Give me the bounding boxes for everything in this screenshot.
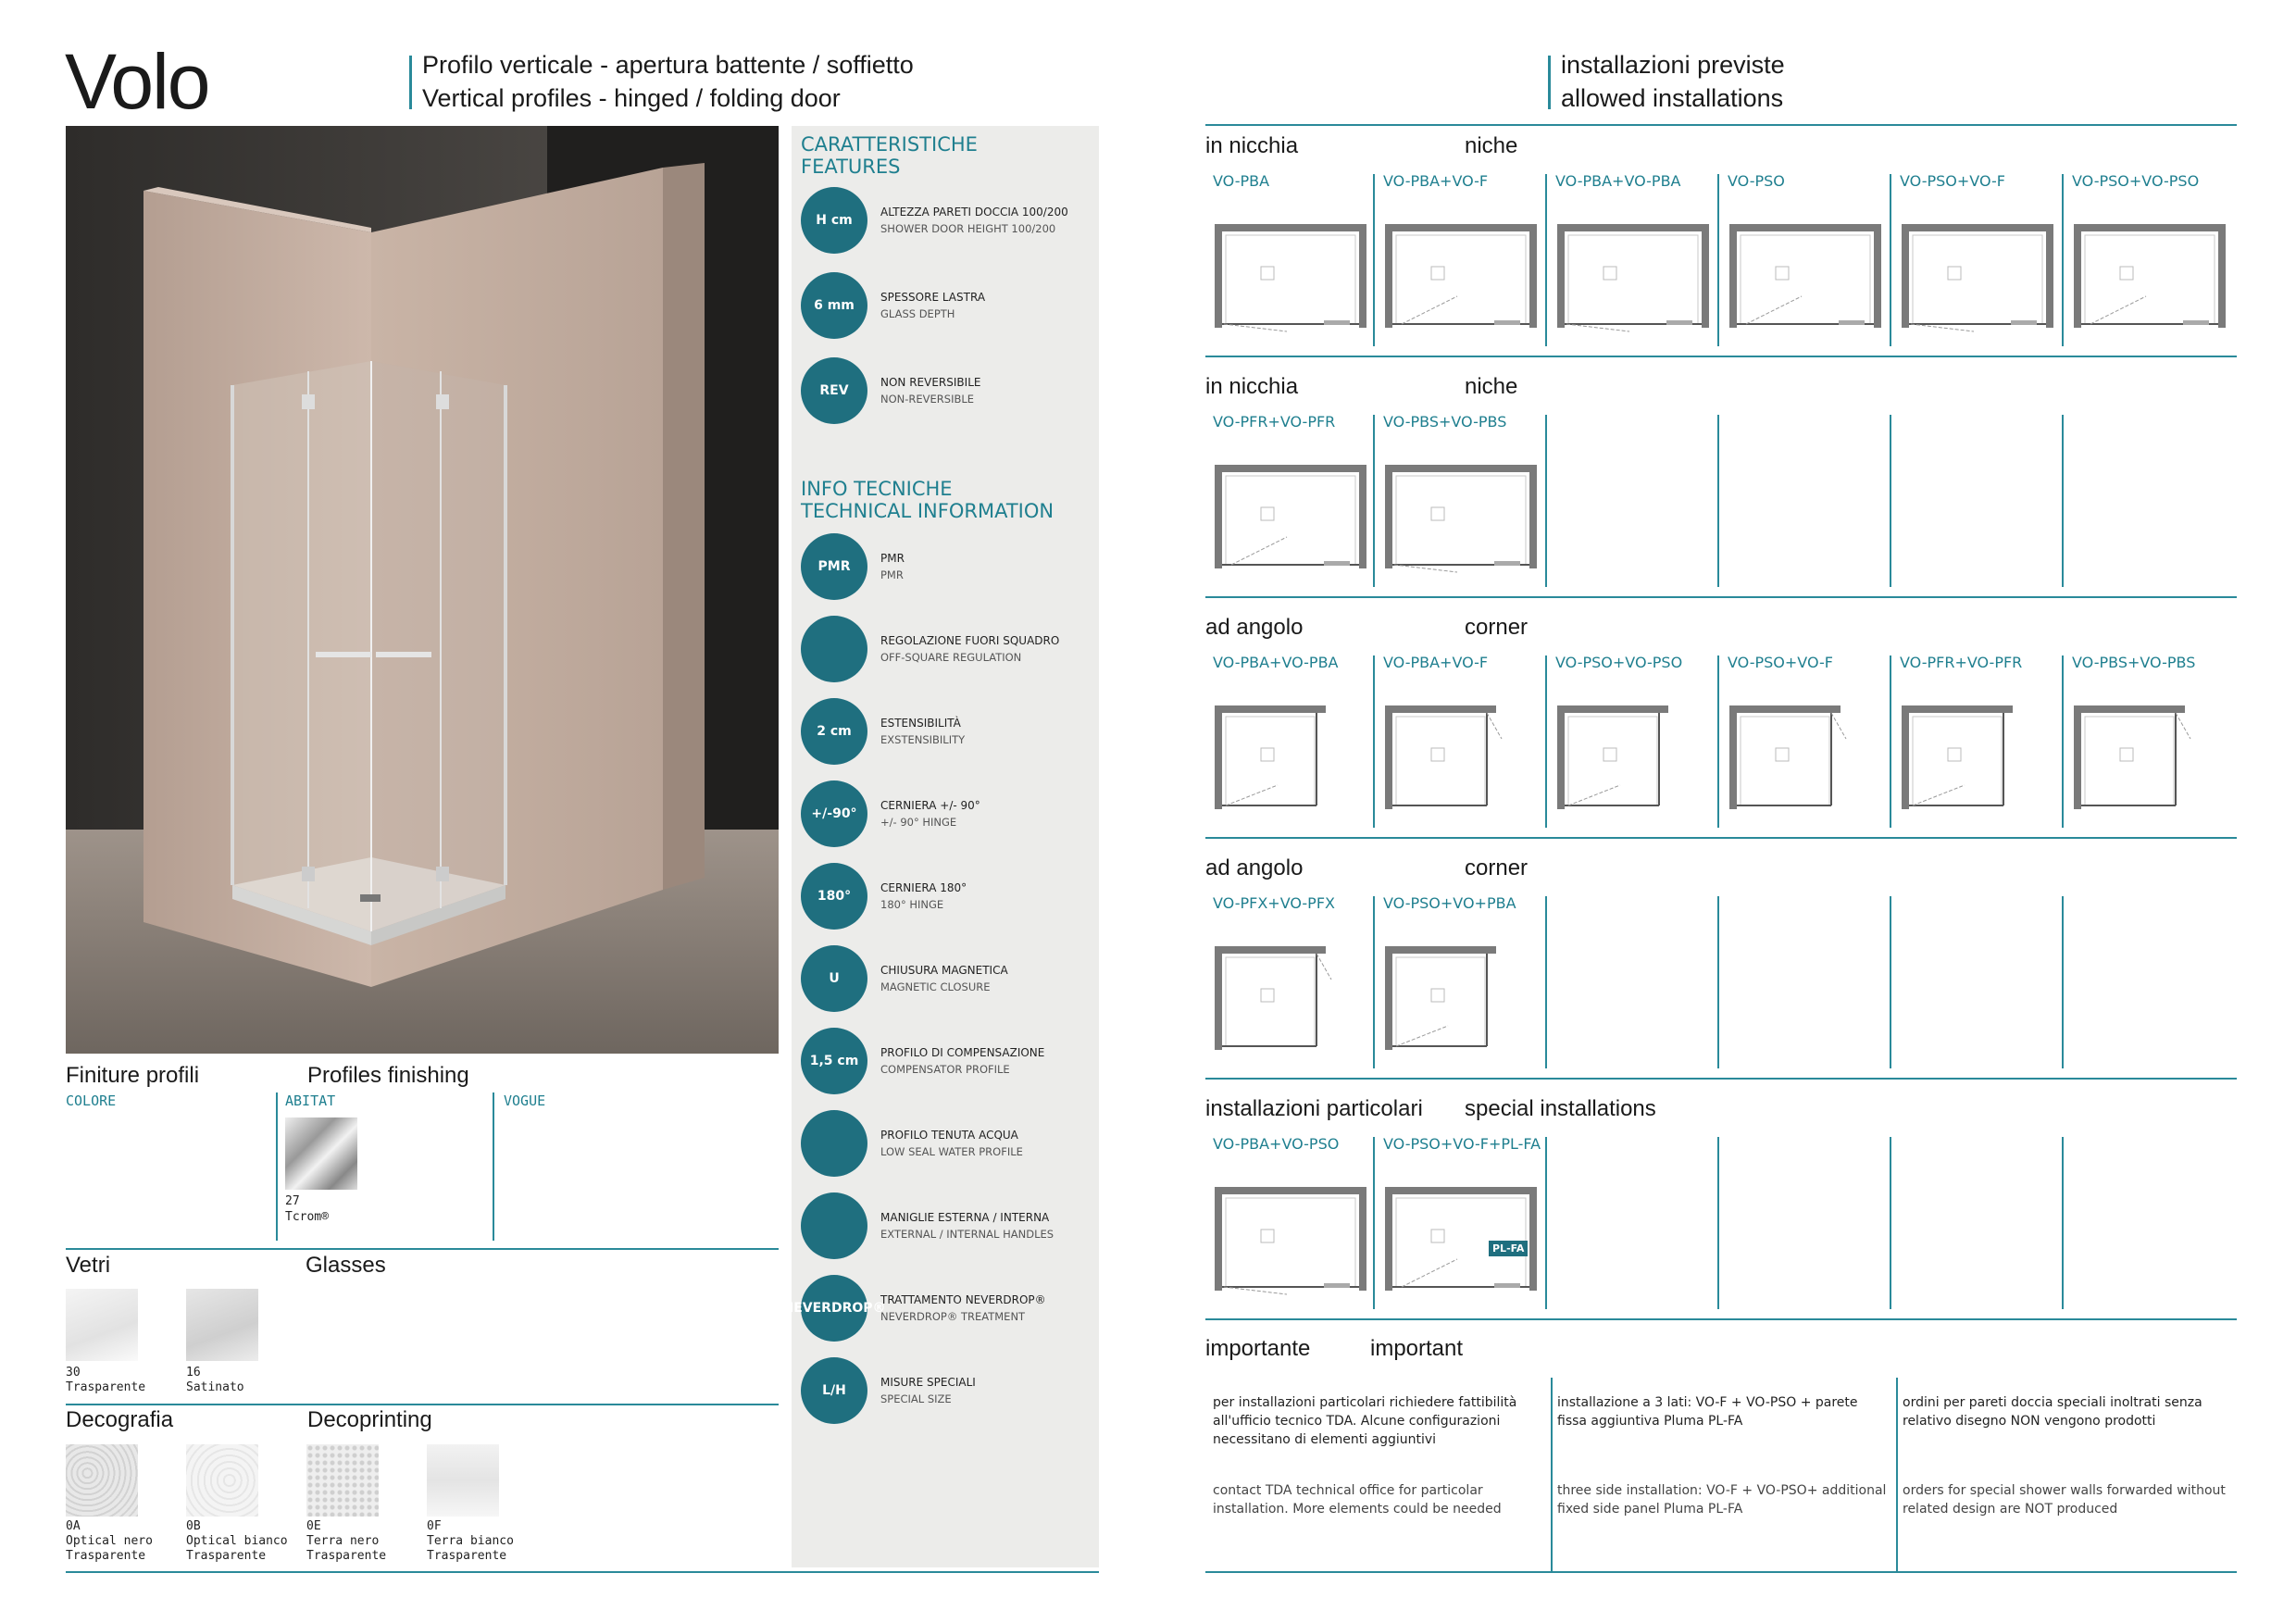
items-label-en: NON-REVERSIBLE <box>880 393 975 406</box>
info-title-it: INFO TECNICHE <box>801 478 953 500</box>
items-item <box>801 187 1097 261</box>
divider <box>1373 415 1375 587</box>
tech-icon <box>801 1110 867 1177</box>
divider <box>1545 174 1547 346</box>
tech-label-it: TRATTAMENTO NEVERDROP® <box>880 1293 1046 1306</box>
tech-item <box>801 1357 1097 1431</box>
features-title-it: CARATTERISTICHE <box>801 133 978 156</box>
install-title-it: installazioni previste <box>1561 51 1785 79</box>
deco-line2: Trasparente <box>66 1549 146 1563</box>
items-label-en: SHOWER DOOR HEIGHT 100/200 <box>880 222 1056 235</box>
tcrom-swatch[interactable] <box>285 1117 357 1190</box>
install-label: VO-PBS+VO-PBS <box>1383 413 1507 431</box>
install-label: VO-PSO <box>1728 172 1785 190</box>
install-label: VO-PFR+VO-PFR <box>1900 654 2023 671</box>
glasses-title-it: Vetri <box>66 1253 111 1278</box>
install-label: VO-PSO+VO-F <box>1900 172 2005 190</box>
tech-label-en: LOW SEAL WATER PROFILE <box>880 1145 1023 1158</box>
glass-code: 30 <box>66 1366 81 1380</box>
tech-item <box>801 1192 1097 1267</box>
tech-item <box>801 780 1097 855</box>
subtitle-en: Vertical profiles - hinged / folding door <box>422 84 841 112</box>
note-it-2: installazione a 3 lati: VO-F + VO-PSO + parete fissa aggiuntiva Pluma PL-FA <box>1557 1395 1858 1429</box>
divider <box>2062 1137 2064 1309</box>
divider <box>1373 174 1375 346</box>
col-colore: COLORE <box>66 1092 117 1109</box>
install-diagram[interactable] <box>2072 702 2227 817</box>
install-divider <box>1548 56 1551 109</box>
deco-swatch-terra-nero[interactable] <box>306 1444 379 1517</box>
divider <box>1373 655 1375 828</box>
deco-title-en: Decoprinting <box>307 1407 432 1432</box>
finish-code: 27 <box>285 1194 300 1208</box>
deco-swatch-terra-bianco[interactable] <box>427 1444 499 1517</box>
tech-label-en: EXTERNAL / INTERNAL HANDLES <box>880 1228 1054 1241</box>
install-diagram[interactable] <box>2072 220 2227 335</box>
divider <box>1717 1137 1719 1309</box>
tech-label-it: CERNIERA +/- 90° <box>880 799 980 812</box>
deco-code: 0F <box>427 1519 442 1533</box>
note-en-1: contact TDA technical office for particolar installation. More elements could be needed <box>1213 1483 1502 1517</box>
deco-code: 0A <box>66 1519 81 1533</box>
divider <box>2062 174 2064 346</box>
install-label: VO-PBS+VO-PBS <box>2072 654 2196 671</box>
glass-name: Satinato <box>186 1380 244 1394</box>
divider <box>66 1571 1099 1573</box>
deco-line1: Optical bianco <box>186 1534 288 1548</box>
tech-label-en: COMPENSATOR PROFILE <box>880 1063 1010 1076</box>
tech-label-it: MISURE SPECIALI <box>880 1376 976 1389</box>
install-label: VO-PFR+VO-PFR <box>1213 413 1336 431</box>
tech-label-en: EXSTENSIBILITY <box>880 733 966 746</box>
glass-code: 16 <box>186 1366 201 1380</box>
deco-line2: Trasparente <box>427 1549 507 1563</box>
tech-icon: L/H <box>801 1357 867 1424</box>
items-icon: H cm <box>801 187 867 254</box>
divider <box>2062 415 2064 587</box>
note-it-1: per installazioni particolari richiedere fattibilità all'ufficio tecnico TDA. Alcune configurazioni necessitano di elementi aggiuntivi <box>1213 1395 1517 1447</box>
pl-fa-tag: PL-FA <box>1489 1241 1528 1256</box>
row-title-en: niche <box>1465 133 1518 158</box>
install-diagram[interactable] <box>1900 702 2055 817</box>
deco-line2: Trasparente <box>186 1549 267 1563</box>
glasses-title-en: Glasses <box>306 1253 386 1278</box>
tech-label-en: NEVERDROP® TREATMENT <box>880 1310 1026 1323</box>
tech-icon <box>801 1192 867 1259</box>
tech-icon: 1,5 cm <box>801 1028 867 1094</box>
col-abitat: ABITAT <box>285 1092 336 1109</box>
note-en-3: orders for special shower walls forwarded without related design are NOT produced <box>1903 1483 2226 1517</box>
divider <box>1205 356 2237 357</box>
divider <box>1890 1137 1891 1309</box>
divider <box>1545 1137 1547 1309</box>
tech-label-it: REGOLAZIONE FUORI SQUADRO <box>880 634 1060 647</box>
divider <box>1890 174 1891 346</box>
divider <box>1545 415 1547 587</box>
divider <box>1205 1571 2237 1573</box>
glass-swatch-satinato[interactable] <box>186 1289 258 1361</box>
row-title-en: corner <box>1465 855 1529 880</box>
deco-code: 0B <box>186 1519 201 1533</box>
items-item <box>801 357 1097 431</box>
col-vogue: VOGUE <box>504 1092 546 1109</box>
tech-item <box>801 698 1097 772</box>
install-label: VO-PSO+VO+PBA <box>1383 894 1516 912</box>
divider <box>1890 415 1891 587</box>
features-panel <box>782 126 1099 1567</box>
tech-label-en: MAGNETIC CLOSURE <box>880 980 991 993</box>
row-title-en: corner <box>1465 615 1529 640</box>
install-label: VO-PSO+VO-F+PL-FA <box>1383 1135 1541 1153</box>
deco-line2: Trasparente <box>306 1549 387 1563</box>
glass-swatch-trasparente[interactable] <box>66 1289 138 1361</box>
tech-label-it: PROFILO DI COMPENSAZIONE <box>880 1046 1045 1059</box>
install-diagram[interactable] <box>1555 702 1711 817</box>
items-label-it: ALTEZZA PARETI DOCCIA 100/200 <box>880 206 1068 218</box>
divider <box>1896 1378 1898 1572</box>
glass-name: Trasparente <box>66 1380 146 1394</box>
tech-item <box>801 616 1097 690</box>
items-icon: 6 mm <box>801 272 867 339</box>
finishes-title-en: Profiles finishing <box>307 1063 469 1088</box>
divider <box>1717 896 1719 1068</box>
deco-swatch-optical-bianco[interactable] <box>186 1444 258 1517</box>
tech-icon: 180° <box>801 863 867 930</box>
divider <box>1373 896 1375 1068</box>
header-divider <box>409 56 412 109</box>
deco-line1: Optical nero <box>66 1534 153 1548</box>
tech-label-it: PMR <box>880 552 905 565</box>
divider <box>1205 124 2237 126</box>
tech-item <box>801 863 1097 937</box>
tech-label-en: +/- 90° HINGE <box>880 816 957 829</box>
install-diagram[interactable] <box>1383 702 1539 817</box>
items-label-it: SPESSORE LASTRA <box>880 291 986 304</box>
install-diagram[interactable] <box>1383 943 1539 1057</box>
install-label: VO-PBA+VO-F <box>1383 172 1489 190</box>
tech-label-it: PROFILO TENUTA ACQUA <box>880 1129 1018 1142</box>
divider <box>1890 896 1891 1068</box>
finishes-title-it: Finiture profili <box>66 1063 200 1088</box>
tech-label-en: PMR <box>880 568 904 581</box>
divider <box>1205 1318 2237 1320</box>
tech-item <box>801 1028 1097 1102</box>
divider <box>1717 655 1719 828</box>
row-title-it: in nicchia <box>1205 133 1299 158</box>
deco-line1: Terra nero <box>306 1534 380 1548</box>
install-label: VO-PSO+VO-PSO <box>1555 654 1683 671</box>
tech-icon: NEVERDROP® <box>801 1275 867 1342</box>
tech-label-en: OFF-SQUARE REGULATION <box>880 651 1022 664</box>
divider <box>276 1092 278 1241</box>
tech-label-en: 180° HINGE <box>880 898 944 911</box>
row-title-en: special installations <box>1465 1096 1656 1121</box>
divider <box>1545 655 1547 828</box>
items-item <box>801 272 1097 346</box>
tech-item <box>801 533 1097 607</box>
items-label-en: GLASS DEPTH <box>880 307 955 320</box>
tech-icon: PMR <box>801 533 867 600</box>
tech-label-it: CERNIERA 180° <box>880 881 967 894</box>
install-diagram[interactable] <box>1383 461 1539 576</box>
important-en: important <box>1370 1336 1464 1361</box>
row-title-it: in nicchia <box>1205 374 1299 399</box>
subtitle-it: Profilo verticale - apertura battente / soffietto <box>422 51 914 79</box>
tech-label-it: CHIUSURA MAGNETICA <box>880 964 1008 977</box>
install-label: VO-PBA+VO-PBA <box>1555 172 1681 190</box>
tech-label-it: MANIGLIE ESTERNA / INTERNA <box>880 1211 1050 1224</box>
row-title-en: niche <box>1465 374 1518 399</box>
install-diagram[interactable] <box>1213 461 1368 576</box>
install-diagram[interactable] <box>1213 1183 1368 1298</box>
row-title-it: ad angolo <box>1205 855 1304 880</box>
tech-icon <box>801 616 867 682</box>
tech-item <box>801 945 1097 1019</box>
divider <box>66 1248 779 1250</box>
divider <box>1373 1137 1375 1309</box>
row-title-it: ad angolo <box>1205 615 1304 640</box>
divider <box>1205 837 2237 839</box>
important-it: importante <box>1205 1336 1311 1361</box>
features-title-en: FEATURES <box>801 156 901 178</box>
info-title-en: TECHNICAL INFORMATION <box>801 500 1054 522</box>
install-diagram[interactable] <box>1213 220 1368 335</box>
tech-item <box>801 1110 1097 1184</box>
tech-icon: +/-90° <box>801 780 867 847</box>
divider <box>2062 655 2064 828</box>
deco-code: 0E <box>306 1519 321 1533</box>
product-photo <box>66 126 779 1054</box>
items-icon: REV <box>801 357 867 424</box>
deco-swatch-optical-nero[interactable] <box>66 1444 138 1517</box>
install-diagram[interactable] <box>1213 943 1368 1057</box>
tech-icon: U <box>801 945 867 1012</box>
items-label-it: NON REVERSIBILE <box>880 376 981 389</box>
install-label: VO-PSO+VO-PSO <box>2072 172 2200 190</box>
install-diagram[interactable] <box>1555 220 1711 335</box>
install-title-en: allowed installations <box>1561 84 1784 112</box>
deco-line1: Terra bianco <box>427 1534 514 1548</box>
tech-item <box>782 1275 1097 1349</box>
tech-label-it: ESTENSIBILITÀ <box>880 717 961 730</box>
install-diagram[interactable] <box>1213 702 1368 817</box>
divider <box>66 1404 779 1405</box>
install-diagram[interactable] <box>1383 220 1539 335</box>
tech-icon: 2 cm <box>801 698 867 765</box>
install-label: VO-PSO+VO-F <box>1728 654 1833 671</box>
deco-title-it: Decografia <box>66 1407 174 1432</box>
note-it-3: ordini per pareti doccia speciali inoltrati senza relativo disegno NON vengono prodotti <box>1903 1395 2202 1429</box>
install-diagram[interactable] <box>1728 702 1883 817</box>
brand-title: Volo <box>65 38 209 125</box>
install-label: VO-PFX+VO-PFX <box>1213 894 1335 912</box>
divider <box>1545 896 1547 1068</box>
divider <box>1205 596 2237 598</box>
divider <box>1551 1378 1553 1572</box>
divider <box>1890 655 1891 828</box>
note-en-2: three side installation: VO-F + VO-PSO+ additional fixed side panel Pluma PL-FA <box>1557 1483 1887 1517</box>
divider <box>1205 1078 2237 1080</box>
install-label: VO-PBA <box>1213 172 1270 190</box>
divider <box>1717 174 1719 346</box>
install-diagram[interactable] <box>1900 220 2055 335</box>
tech-label-en: SPECIAL SIZE <box>880 1392 952 1405</box>
install-label: VO-PBA+VO-PSO <box>1213 1135 1340 1153</box>
install-label: VO-PBA+VO-PBA <box>1213 654 1339 671</box>
row-title-it: installazioni particolari <box>1205 1096 1423 1121</box>
install-label: VO-PBA+VO-F <box>1383 654 1489 671</box>
divider <box>493 1092 494 1241</box>
divider <box>2062 896 2064 1068</box>
finish-name: Tcrom® <box>285 1210 329 1224</box>
install-diagram[interactable] <box>1728 220 1883 335</box>
divider <box>1717 415 1719 587</box>
